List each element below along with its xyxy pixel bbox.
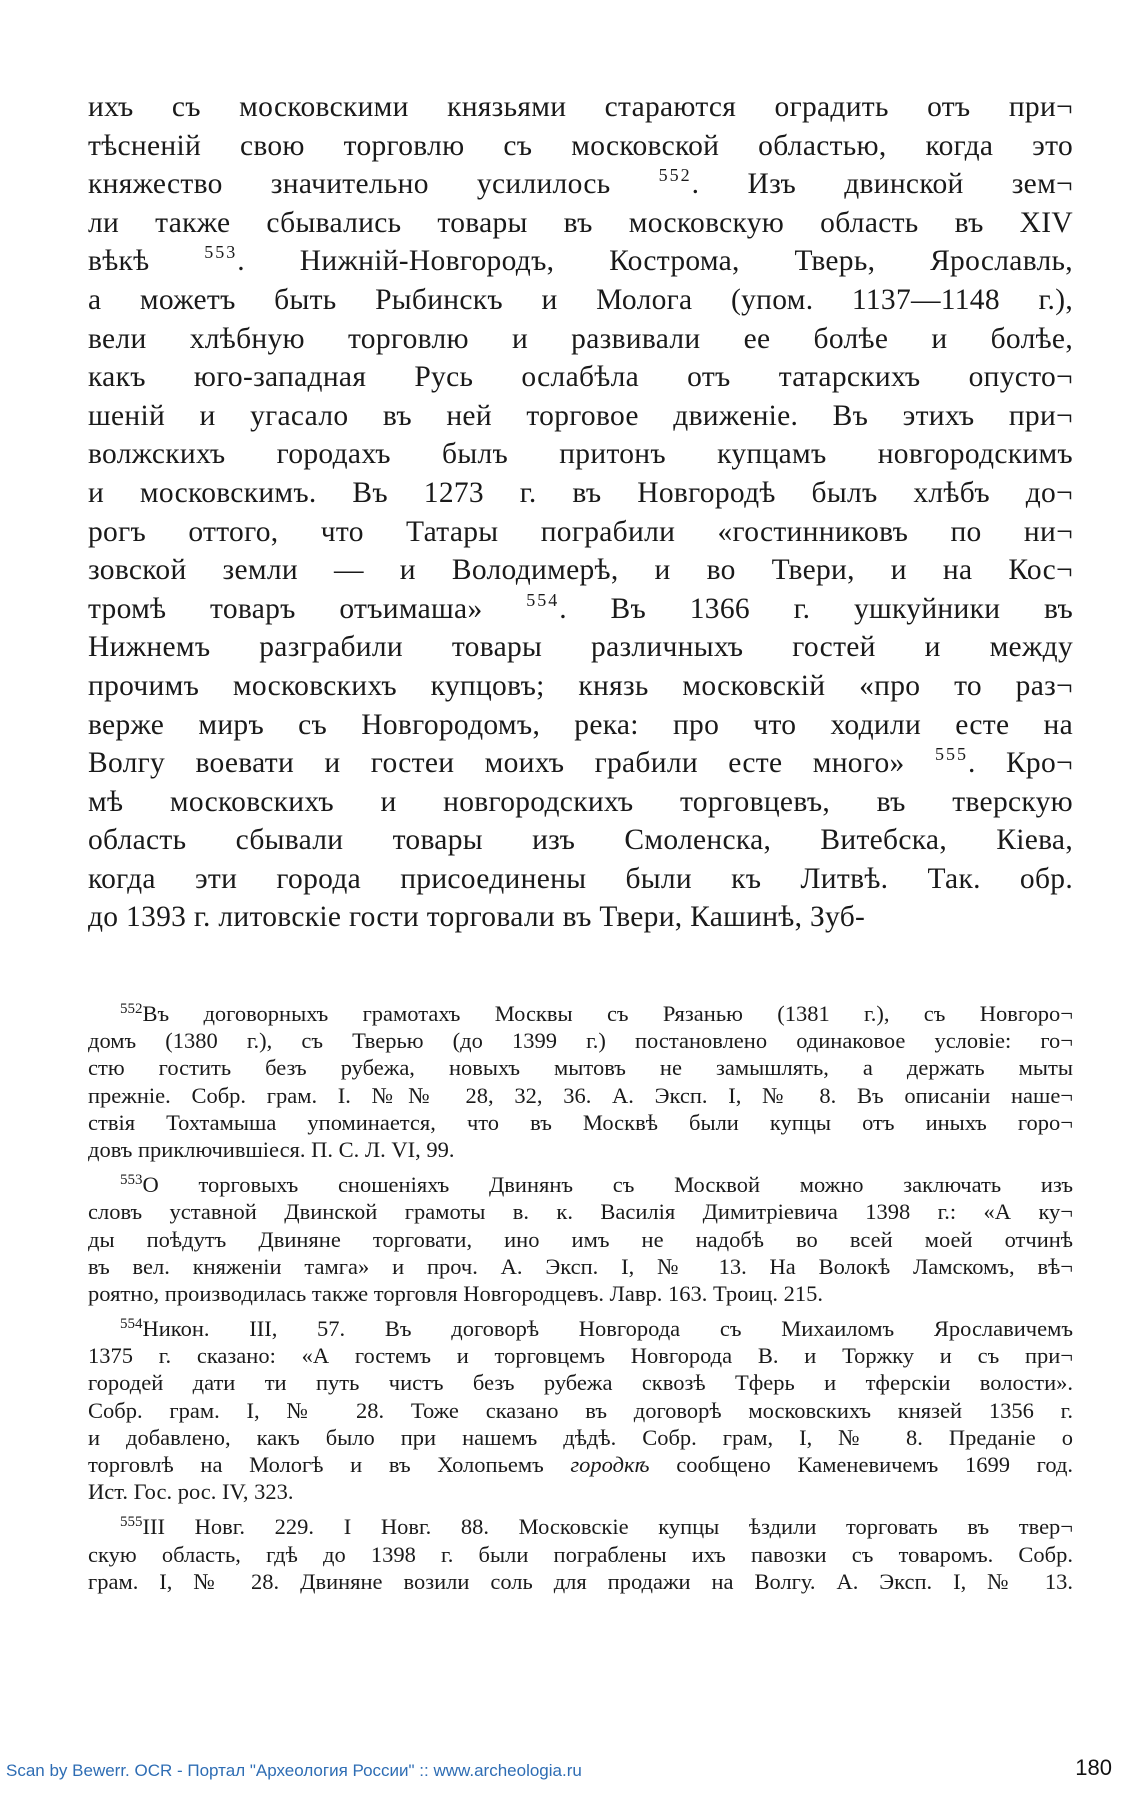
text-line: Нижнемъ разграбили товары различныхъ гостей и между bbox=[88, 631, 1073, 664]
footnote-line: и добавлено, какъ было при нашемъ дѣдѣ. Собр. грам, I, № 8. Преданіе о bbox=[88, 1424, 1073, 1450]
text-line: мѣ московскихъ и новгородскихъ торговцевъ, въ тверскую bbox=[88, 785, 1073, 818]
footnote-number: 552 bbox=[120, 1001, 143, 1017]
footnote-line: Собр. грам. I, № 28. Тоже сказано въ договорѣ московскихъ князей 1356 г. bbox=[88, 1397, 1073, 1423]
footnotes bbox=[88, 1000, 1073, 1603]
footnote-line: роятно, производилась также торговля Новгородцевъ. Лавр. 163. Троиц. 215. bbox=[88, 1280, 824, 1306]
text-line: Волгу воевати и гостеи моихъ грабили есте много» $^{555}$. Кро¬ bbox=[88, 744, 1073, 780]
text-line: тромѣ товаръ отъимаша» $^{554}$. Въ 1366 г. ушкуйники въ bbox=[88, 589, 1074, 625]
text-line: какъ юго-западная Русь ослабѣла отъ татарскихъ опусто¬ bbox=[88, 361, 1073, 394]
footnote-line: $^{554}$Никон. III, 57. Въ договорѣ Новгорода съ Михаиломъ Ярославичемъ bbox=[120, 1316, 1073, 1342]
text-line: область сбывали товары изъ Смоленска, Витебска, Кіева, bbox=[88, 824, 1073, 857]
text-line: а можетъ быть Рыбинскъ и Молога (упом. 1137—1148 г.), bbox=[88, 283, 1073, 316]
scan-credit-link[interactable]: Scan by Bewerr. OCR - Портал "Археология России" :: www.archeologia.ru bbox=[6, 1761, 582, 1780]
footnote-554 bbox=[88, 1315, 1073, 1505]
footnote-line: довъ приключившіеся. П. С. Л. VI, 99. bbox=[88, 1136, 455, 1162]
footnote-line: скую область, гдѣ до 1398 г. были пограблены ихъ павозки съ товаромъ. Собр. bbox=[88, 1541, 1073, 1567]
footnote-552 bbox=[88, 1000, 1073, 1163]
footnote-line: ствія Тохтамыша упоминается, что въ Москвѣ были купцы отъ иныхъ горо¬ bbox=[88, 1109, 1073, 1135]
footnote-line: грам. I, № 28. Двиняне возили соль для продажи на Волгу. А. Эксп. I, № 13. bbox=[88, 1568, 1073, 1594]
footnote-line: Ист. Гос. рос. IV, 323. bbox=[88, 1479, 294, 1505]
footnote-line: прежніе. Собр. грам. I. №№ 28, 32, 36. А. Эксп. I, № 8. Въ описаніи наше¬ bbox=[88, 1082, 1073, 1108]
footnote-line: торговлѣ на Мологѣ и въ Холопьемъ городкѣ сообщено Каменевичемъ 1699 год. bbox=[88, 1452, 1074, 1477]
text-line: волжскихъ городахъ былъ притонъ купцамъ новгородскимъ bbox=[88, 438, 1073, 471]
footnote-line: $^{552}$Въ договорныхъ грамотахъ Москвы съ Рязанью (1381 г.), съ Новгоро¬ bbox=[120, 1001, 1073, 1026]
italic-word: городкѣ bbox=[570, 1452, 650, 1477]
footnote-ref-555[interactable]: 555 bbox=[934, 744, 968, 765]
footnote-line: домъ (1380 г.), съ Тверью (до 1399 г.) постановлено одинаковое условіе: го¬ bbox=[88, 1028, 1073, 1054]
main-text bbox=[88, 88, 1073, 937]
text-line: тѣсненій свою торговлю съ московской областью, когда это bbox=[88, 129, 1073, 162]
text-line: верже миръ съ Новгородомъ, река: про что ходили есте на bbox=[88, 708, 1073, 741]
footnote-line: $^{555}$III Новг. 229. I Новг. 88. Московскіе купцы ѣздили торговать въ твер¬ bbox=[120, 1514, 1073, 1540]
footnote-ref-552[interactable]: 552 bbox=[658, 165, 692, 186]
footnote-553 bbox=[88, 1171, 1073, 1307]
footnote-line: стю гостить безъ рубежа, новыхъ мытовъ не замышлять, а держать мыты bbox=[88, 1055, 1073, 1081]
text-line: зовской земли — и Володимерѣ, и во Твери, и на Кос¬ bbox=[88, 554, 1073, 587]
footnote-number: 555 bbox=[120, 1514, 143, 1531]
page-footer bbox=[0, 1755, 1140, 1785]
text-line: княжество значительно усилилось $^{552}$. Изъ двинской зем¬ bbox=[88, 165, 1073, 201]
text-line: до 1393 г. литовскіе гости торговали въ Твери, Кашинѣ, Зуб- bbox=[88, 901, 866, 934]
text-line: вели хлѣбную торговлю и развивали ее болѣе и болѣе, bbox=[88, 322, 1073, 355]
text-line: когда эти города присоединены были къ Литвѣ. Так. обр. bbox=[88, 862, 1073, 895]
text-line: ли также сбывались товары въ московскую область въ XIV bbox=[88, 206, 1073, 239]
text-line: вѣкѣ $^{553}$. Нижній-Новгородъ, Кострома, Тверь, Ярославль, bbox=[88, 242, 1073, 278]
text-line: шеній и угасало въ ней торговое движеніе. Въ этихъ при¬ bbox=[88, 399, 1073, 432]
page-number: 180 bbox=[1075, 1755, 1112, 1780]
footnote-555 bbox=[88, 1513, 1073, 1595]
footnote-line: ды поѣдутъ Двиняне торговати, ино имъ не надобѣ во всей моей отчинѣ bbox=[88, 1226, 1073, 1252]
footnote-line: городей дати ти путь чистъ безъ рубежа сквозѣ Тферь и тферскіи волости». bbox=[88, 1370, 1073, 1396]
text-line: и московскимъ. Въ 1273 г. въ Новгородѣ былъ хлѣбъ до¬ bbox=[88, 476, 1073, 509]
text-line: прочимъ московскихъ купцовъ; князь московскій «про то раз¬ bbox=[88, 669, 1073, 702]
footnote-line: словъ уставной Двинской грамоты в. к. Василія Димитріевича 1398 г.: «А ку¬ bbox=[88, 1199, 1073, 1225]
footnote-number: 554 bbox=[120, 1316, 143, 1333]
footnote-line: $^{553}$О торговыхъ сношеніяхъ Двинянъ съ Москвой можно заключать изъ bbox=[120, 1172, 1073, 1198]
footnote-ref-553[interactable]: 553 bbox=[204, 242, 238, 263]
footnote-line: въ вел. княженіи тамга» и проч. А. Эксп. I, № 13. На Волокѣ Ламскомъ, вѣ¬ bbox=[88, 1253, 1073, 1279]
footnote-number: 553 bbox=[120, 1172, 143, 1189]
footnote-ref-554[interactable]: 554 bbox=[526, 589, 560, 610]
footnote-line: 1375 г. сказано: «А гостемъ и торговцемъ Новгорода В. и Торжку и съ при¬ bbox=[88, 1343, 1073, 1369]
text-line: ихъ съ московскими князьями стараются оградить отъ при¬ bbox=[88, 91, 1073, 123]
text-line: рогъ оттого, что Татары пограбили «гостинниковъ по ни¬ bbox=[88, 515, 1073, 548]
